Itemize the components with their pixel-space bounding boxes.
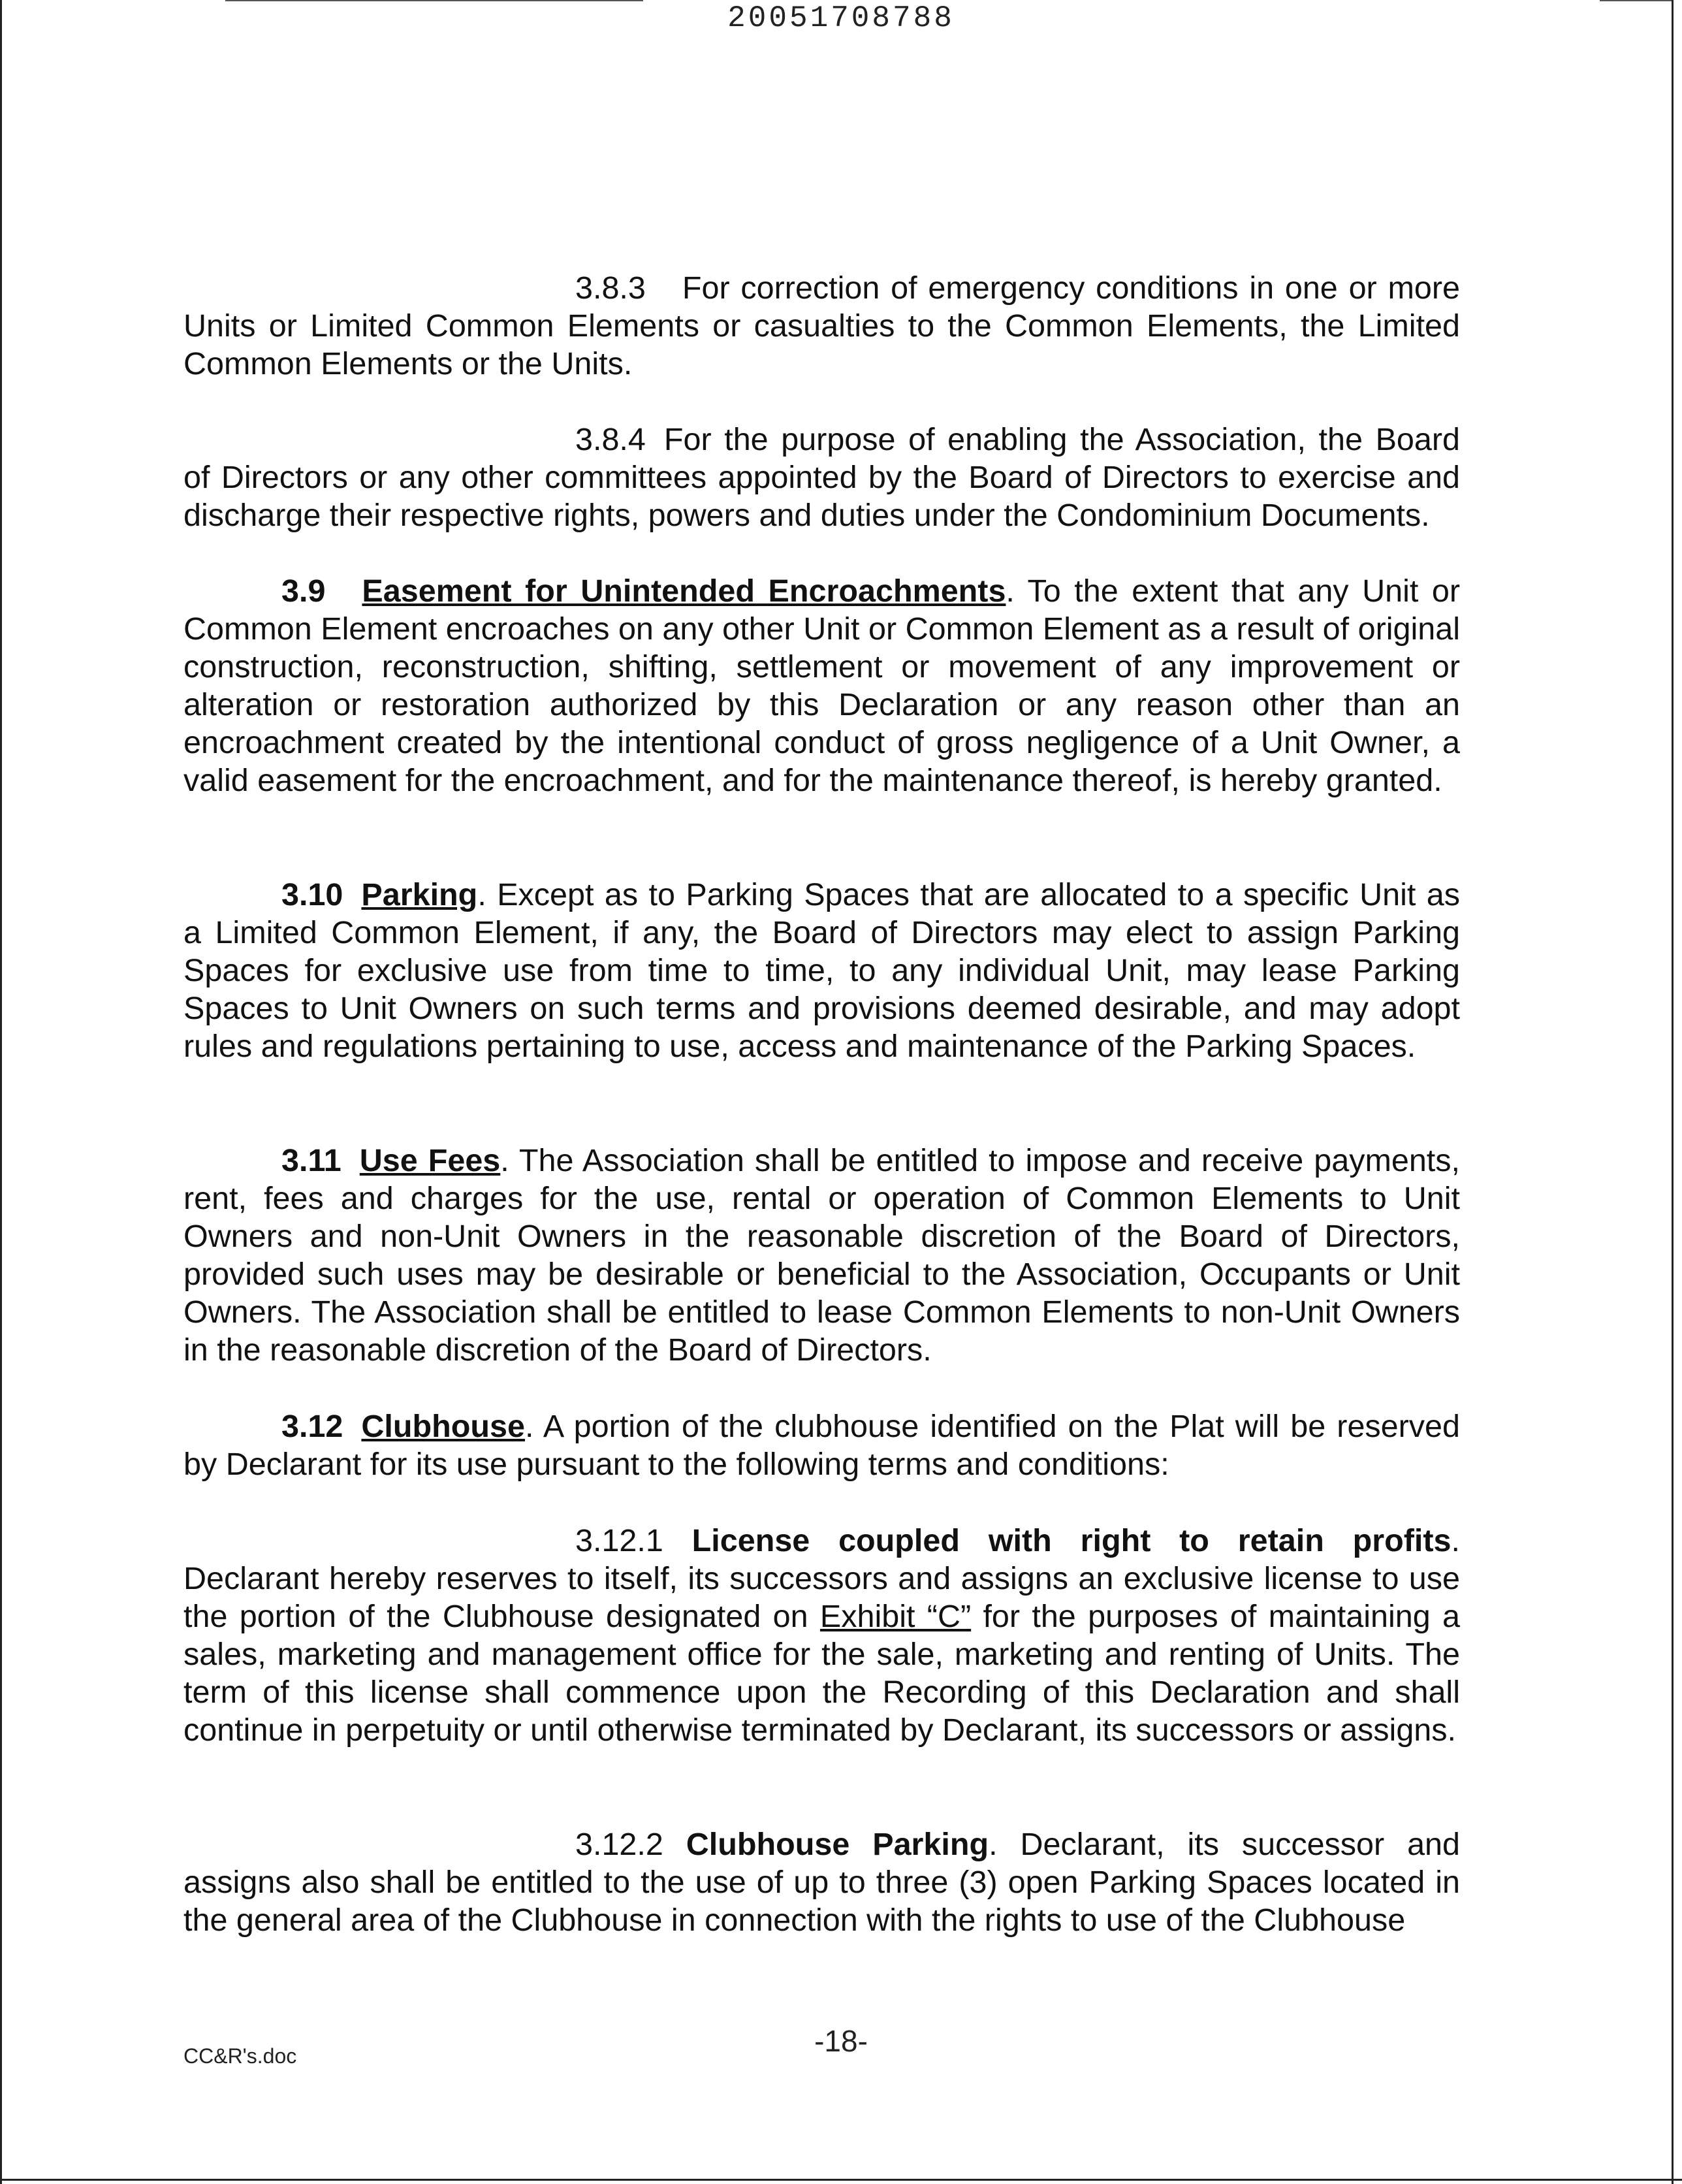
paragraph-text: . Declarant, its successor and assigns also shall be entitled to the use of up to three (3) open Parking Spaces located in the general area of the Clubhouse in connection with the rights to use of the Clubhouse: [183, 1827, 1460, 1938]
paragraph-text: . Declarant hereby reserves to itself, its successors and assigns an exclusive license to use the portion of the Clubhouse designated on: [183, 1523, 1460, 1634]
document-number: 20051708788: [727, 1, 955, 35]
paragraph-3-9: [183, 572, 1460, 799]
paragraph-text: . To the extent that any Unit or Common Element encroaches on any other Unit or Common Element as a result of original construction, reconstruction, shifting, settlement or movement of any improvement or alteration or restoration authorized by this Declaration or any reason other than an encroachment created by the intentional conduct of gross negligence of a Unit Owner, a valid easement for the encroachment, and for the maintenance thereof, is hereby granted.: [183, 573, 1460, 798]
paragraph-text: For the purpose of enabling the Association, the Board of Directors or any other committees appointed by the Board of Directors to exercise and discharge their respective rights, powers and duties under the Condominium Documents.: [183, 422, 1460, 533]
section-title: Use Fees: [359, 1143, 501, 1178]
footer-filename: CC&R's.doc: [183, 2044, 297, 2068]
paragraph-text: . A portion of the clubhouse identified on the Plat will be reserved by Declarant for its use pursuant to the following terms and conditions:: [183, 1409, 1460, 1482]
scan-border-bottom: [0, 2179, 1682, 2181]
section-number: 3.12.2: [575, 1827, 663, 1862]
section-number: 3.8.3: [575, 270, 646, 306]
paragraph-3-12-2: [183, 1825, 1460, 1939]
section-number: 3.10: [281, 877, 343, 912]
section-number: 3.8.4: [575, 422, 646, 457]
section-number: 3.12: [281, 1409, 343, 1444]
paragraph-3-8-3: [183, 269, 1460, 383]
section-title: License coupled with right to retain profits: [691, 1523, 1452, 1558]
scan-border-right: [1672, 0, 1674, 2184]
section-title: Clubhouse: [361, 1409, 525, 1444]
section-title: Easement for Unintended Encroachments: [362, 573, 1006, 609]
section-title: Parking: [361, 877, 478, 912]
paragraph-text: . Except as to Parking Spaces that are allocated to a specific Unit as a Limited Common Element, if any, the Board of Directors may elect to assign Parking Spaces for exclusive use from time to time, to any individual Unit, may lease Parking Spaces to Unit Owners on such terms and provisions deemed desirable, and may adopt rules and regulations pertaining to use, access and maintenance of the Parking Spaces.: [183, 877, 1460, 1064]
paragraph-text: for the purposes of maintaining a sales, marketing and management office for the sale, marketing and renting of Units. The term of this license shall commence upon the Recording of this Declaration and shall continue in perpetuity or until otherwise terminated by Declarant, its successors or assigns.: [183, 1599, 1461, 1748]
paragraph-3-8-4: [183, 421, 1460, 534]
scan-border-left: [0, 0, 2, 2184]
paragraph-3-11: [183, 1142, 1460, 1369]
exhibit-reference: Exhibit “C”: [819, 1599, 972, 1634]
section-number: 3.11: [281, 1143, 341, 1178]
page-number: -18-: [814, 2024, 868, 2058]
paragraph-3-12-1: [183, 1522, 1460, 1749]
paragraph-text: For correction of emergency conditions in one or more Units or Limited Common Elements or casualties to the Common Elements, the Limited Common Elements or the Units.: [183, 270, 1460, 381]
section-title: Clubhouse Parking: [686, 1827, 989, 1862]
paragraph-3-12: [183, 1407, 1460, 1483]
paragraph-3-10: [183, 876, 1460, 1065]
section-number: 3.12.1: [575, 1523, 663, 1558]
section-number: 3.9: [281, 573, 326, 609]
paragraph-text: . The Association shall be entitled to impose and receive payments, rent, fees and charges for the use, rental or operation of Common Elements to Unit Owners and non-Unit Owners in the reasonable discretion of the Board of Directors, provided such uses may be desirable or beneficial to the Association, Occupants or Unit Owners. The Association shall be entitled to lease Common Elements to non-Unit Owners in the reasonable discretion of the Board of Directors.: [183, 1143, 1461, 1368]
